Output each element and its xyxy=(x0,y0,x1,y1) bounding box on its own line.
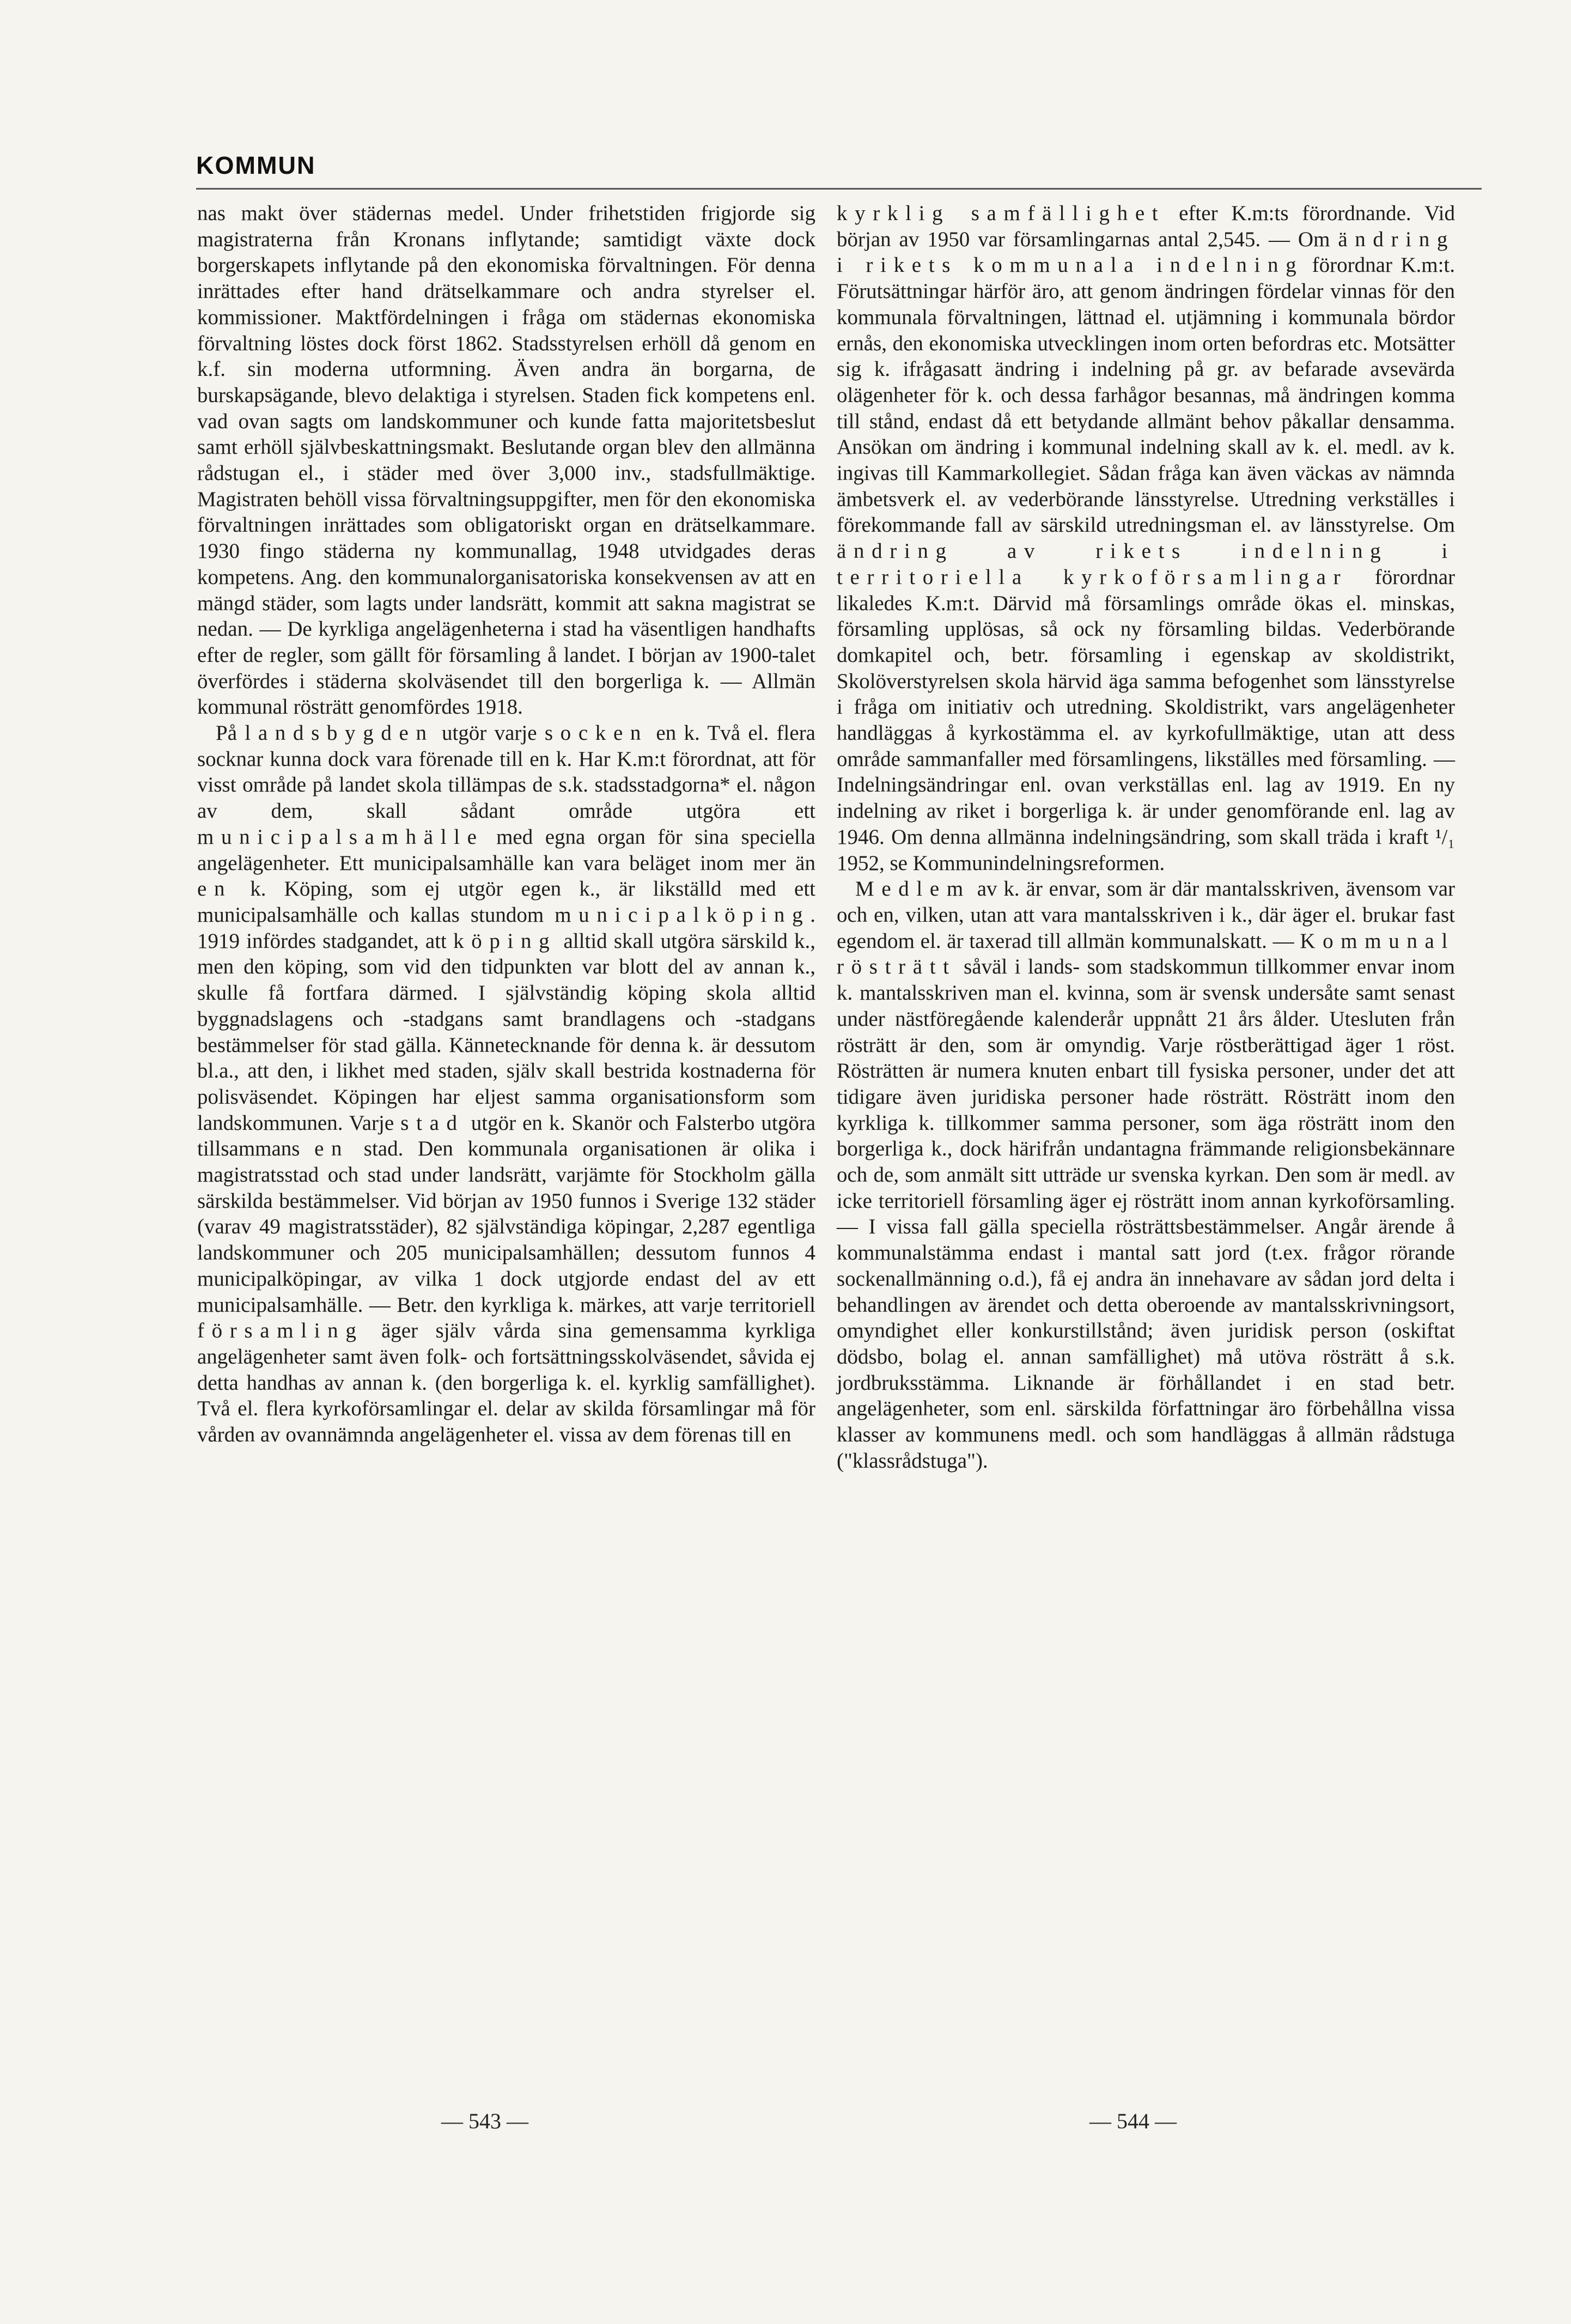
text-run: . 1919 infördes stadgandet, att xyxy=(197,903,815,953)
text-run: utgör en k. Skanör och Falsterbo utgöra tillsammans xyxy=(197,1111,815,1161)
running-header: KOMMUN xyxy=(196,151,316,179)
spaced-term: ändring i rikets kommunala indelning xyxy=(837,227,1455,277)
text-run: utgör varje xyxy=(434,721,545,745)
spaced-term: kyrklig samfällighet xyxy=(837,202,1166,225)
spaced-term: en xyxy=(197,877,233,901)
paragraph xyxy=(837,876,1455,1474)
spaced-term: municipalsamhälle xyxy=(197,825,484,849)
page-number-right: — 544 — xyxy=(1089,2109,1177,2133)
spaced-term: Kommunal rösträtt xyxy=(837,929,1455,979)
left-column xyxy=(197,200,815,1448)
text-run: med egna organ för sina speciella angelägenheter. Ett municipalsamhälle kan vara beläget inom mer än xyxy=(197,825,815,875)
text-run: en k. Två el. flera socknar kunna dock vara förenade till en k. Har K.m:t förordnat, att för visst område på landet skola tillämpas de s.k. stadsstadgorna* el. någon av dem, skall sådant område utgöra ett xyxy=(197,721,815,823)
spaced-term: municipalköping xyxy=(555,903,811,927)
spaced-term: landsbygden xyxy=(245,721,434,745)
text-run: äger själv vårda sina gemensamma kyrkliga angelägenheter samt även folk- och fortsättningsskolväsendet, såvida ej detta handhas av annan k. (den borgerliga k. el. kyrklig samfällighet). Två el. flera kyrkoförsamlingar el. delar av skilda församlingar må för vården av ovannämnda angelägenheter el. vissa av dem förenas till en xyxy=(197,1319,815,1447)
spaced-term: stad xyxy=(400,1111,465,1135)
paragraph xyxy=(837,200,1455,876)
paragraph xyxy=(197,200,815,720)
text-run: På xyxy=(216,721,245,745)
spaced-term: församling xyxy=(197,1319,364,1343)
text-run: såväl i lands- som stadskommun tillkommer envar inom k. mantalsskriven man el. kvinna, som är svensk undersåte samt senast under nästföregående kalenderår uppnått 21 års ålder. Utesluten från rösträtt är den, som är omyndig. Varje röstberättigad äger 1 röst. Rösträtten är numera knuten enbart till fysiska personer, under det att tidigare även juridiska personer hade rösträtt. Rösträtt inom den kyrkliga k. tillkommer samma personer, som äga rösträtt inom den borgerliga k., dock härifrån undantagna främmande religionsbekännare och de, som anmält sitt utträde ur svenska kyrkan. Den som är medl. av icke territoriell församling äger ej rösträtt inom annan kyrkoförsamling. — I vissa fall gälla speciella rösträttsbestämmelser. Angår ärende å kommunalstämma endast i mantal satt jord (t.ex. frågor rörande sockenallmänning o.d.), få ej andra än innehavare av sådan jord delta i behandlingen av ärendet och detta oberoende av mantalsskrivningsort, omyndighet eller konkurstillstånd; även juridisk person (oskiftat dödsbo, bolag el. annan samfällighet) må utöva rösträtt å s.k. jordbruksstämma. Liknande är förhållandet i en stad betr. angelägenheter, som enl. särskilda författningar äro förbehållna vissa klasser av kommunens medl. och som handläggas å allmän rådstuga ("klassrådstuga"). xyxy=(837,955,1455,1473)
spaced-term: Medlem xyxy=(855,877,971,901)
text-run: efter K.m:ts förordnande. Vid början av 1950 var församlingarnas antal 2,545. — Om xyxy=(837,202,1455,251)
page-number-left: — 543 — xyxy=(441,2109,528,2133)
text-run: förordnar K.m:t. Förutsättningar härför äro, att genom ändringen fördelar vinnas för den kommunala förvaltningen, lättnad el. utjämning i kommunala bördor ernås, den ekonomiska utvecklingen inom orten befordras etc. Motsätter sig k. ifrågasatt ändring i indelning på gr. av befarade avsevärda olägenheter för k. och dessa farhågor besannas, må ändringen komma till stånd, endast då ett betydande allmänt behov påkallar densamma. Ansökan om ändring i kommunal indelning skall av k. el. medl. av k. ingivas till Kammarkollegiet. Sådan fråga kan även väckas av nämnda ämbetsverk el. av vederbörande länsstyrelse. Utredning verkställes i förekommande fall av särskild utredningsman el. av länsstyrelse. Om xyxy=(837,253,1456,537)
text-run: stad. Den kommunala organisationen är olika i magistratsstad och stad under landsrätt, varjämte för Stockholm gälla särskilda bestämmelser. Vid början av 1950 funnos i Sverige 132 städer (varav 49 magistratsstäder), 82 självständiga köpingar, 2,287 egentliga landskommuner och 205 municipalsamhällen; dessutom funnos 4 municipalköpingar, av vilka 1 dock utgjorde endast del av ett municipalsamhälle. — Betr. den kyrkliga k. märkes, att varje territoriell xyxy=(197,1137,815,1317)
text-run: k. Köping, som ej utgör egen k., är likställd med ett municipalsamhälle och kallas stundom xyxy=(197,877,815,927)
spaced-term: ändring av rikets indelning i territoriella kyrkoförsamlingar xyxy=(837,539,1455,589)
spaced-term: socken xyxy=(544,721,649,745)
text-run: av k. är envar, som är där mantalsskriven, ävensom var och en, vilken, utan att vara mantalsskriven i k., där äger el. brukar fast egendom el. är taxerad till allmän kommunalskatt. — xyxy=(837,877,1455,953)
right-column xyxy=(837,200,1455,1474)
paragraph xyxy=(197,720,815,1448)
text-run: förordnar likaledes K.m:t. Därvid må församlings område ökas el. minskas, församling upplösas, så ock ny församling bildas. Vederbörande domkapitel och, betr. församling i egenskap av skoldistrikt, Skolöverstyrelsen skola härvid äga samma befogenhet som länsstyrelse i fråga om initiativ och utredning. Skoldistrikt, vars angelägenheter handläggas å kyrkostämma el. av kyrkofullmäktige, utan att dess område sammanfaller med församlingens, likställes med församling. — Indelningsändringar enl. ovan verkställas enl. lag av 1919. En ny indelning av riket i borgerliga k. är under genomförande enl. lag av 1946. Om denna allmänna indelningsändring, som skall träda i kraft ¹/₁ 1952, se Kommunindelningsreformen. xyxy=(837,565,1456,875)
header-rule xyxy=(196,188,1482,190)
text-run: alltid skall utgöra särskild k., men den köping, som vid den tidpunkten var blott del av annan k., skulle få fortfara därmed. I självständig köping skola alltid byggnadslagens och -stadgans samt brandlagens och -stadgans bestämmelser för stad gälla. Kännetecknande för denna k. är dessutom bl.a., att den, i likhet med staden, själv skall bestrida kostnaderna för polisväsendet. Köpingen har eljest samma organisationsform som landskommunen. Varje xyxy=(197,929,816,1135)
spaced-term: en xyxy=(314,1137,350,1161)
spaced-term: köping xyxy=(453,929,557,953)
text-run: nas makt över städernas medel. Under frihetstiden frigjorde sig magistraterna från Kronans inflytande; samtidigt växte dock borgerskapets inflytande på den ekonomiska förvaltningen. För denna inrättades efter hand drätselkammare och andra styrelser el. kommissioner. Maktfördelningen i fråga om städernas ekonomiska förvaltning löstes dock först 1862. Stadsstyrelsen erhöll då genom en k.f. sin moderna utformning. Även andra än borgarna, de burskapsägande, blevo delaktiga i styrelsen. Staden fick kompetens enl. vad ovan sagts om landskommuner och kunde fatta majoritetsbeslut samt erhöll självbeskattningsmakt. Beslutande organ blev den allmänna rådstugan el., i städer med över 3,000 inv., stadsfullmäktige. Magistraten behöll vissa förvaltningsuppgifter, men för den ekonomiska förvaltningen inrättades som obligatoriskt organ en drätselkammare. 1930 fingo städerna ny kommunallag, 1948 utvidgades deras kompetens. Ang. den kommunalorganisatoriska konsekvensen av att en mängd städer, som lagts under landsrätt, kommit att sakna magistrat se nedan. — De kyrkliga angelägenheterna i stad ha väsentligen handhafts efter de regler, som gällt för församling å landet. I början av 1900-talet överfördes i städerna skolväsendet till den borgerliga k. — Allmän kommunal rösträtt genomfördes 1918. xyxy=(197,202,815,719)
